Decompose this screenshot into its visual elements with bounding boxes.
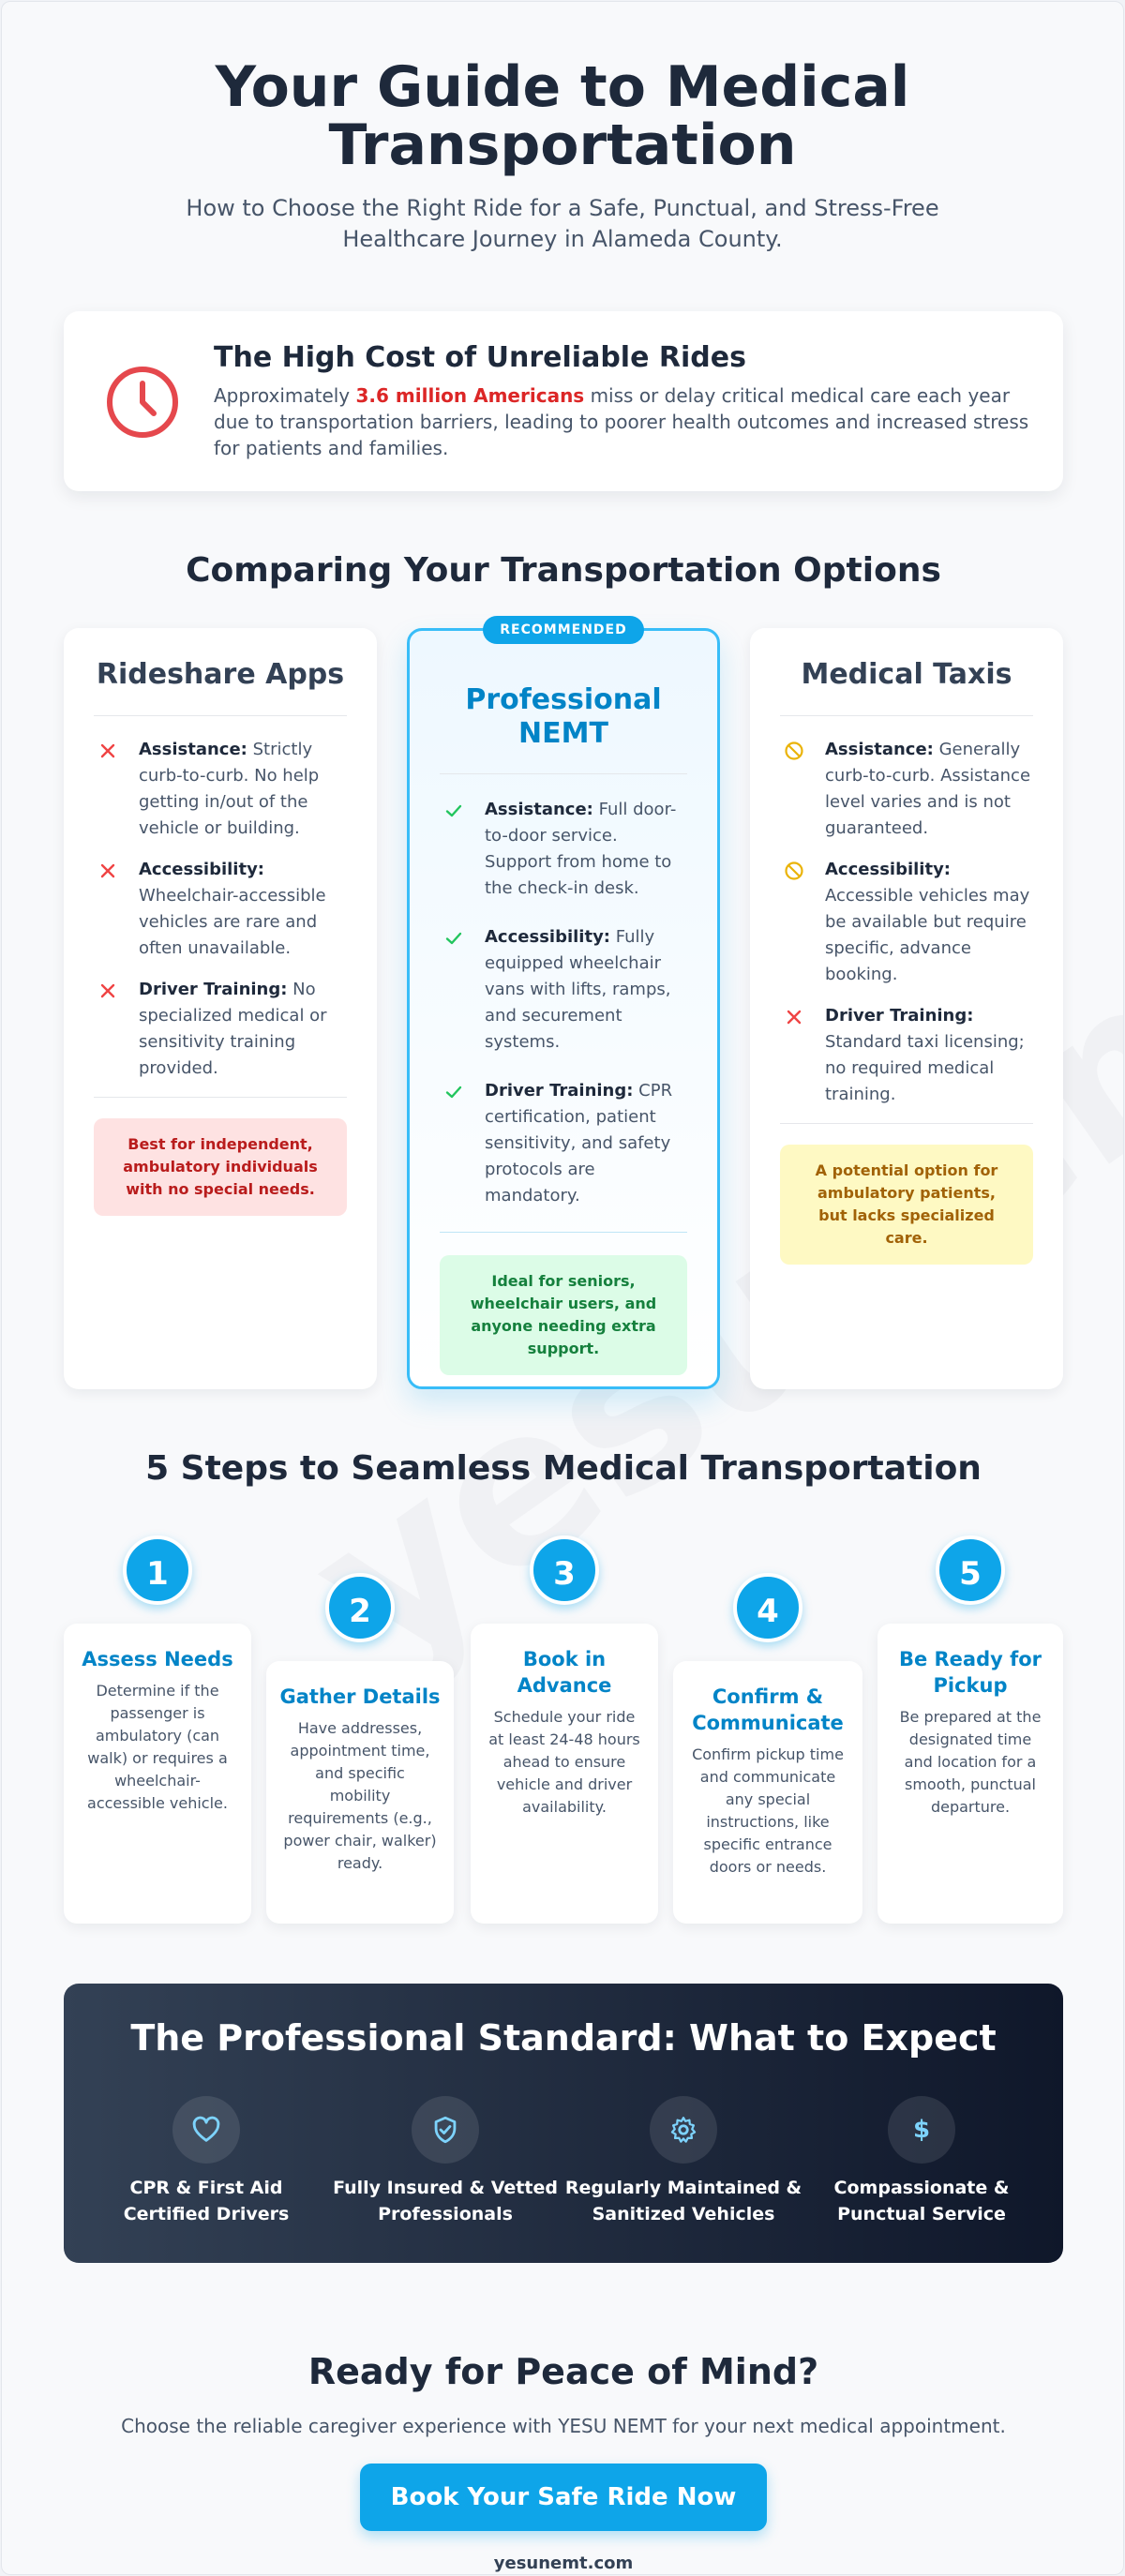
step-number: 4 <box>733 1573 802 1642</box>
check-icon <box>443 928 464 949</box>
check-icon <box>443 801 464 821</box>
step-card-4 <box>673 1661 862 1924</box>
card-item: Accessibility: Wheelchair-accessible vehicles are rare and often unavailable. <box>64 857 377 962</box>
step-card-2 <box>266 1661 454 1924</box>
compare-title: Comparing Your Transportation Options <box>186 551 941 590</box>
card-medical-taxi <box>750 628 1063 1389</box>
card-note: Ideal for seniors, wheelchair users, and anyone needing extra support. <box>440 1255 687 1375</box>
card-nemt <box>407 622 720 1389</box>
feature-item <box>563 2096 803 2227</box>
divider <box>780 715 1033 716</box>
card-item: Assistance: Full door-to-door service. Support from home to the check-in desk. <box>410 797 717 902</box>
clock-icon <box>103 363 182 442</box>
step-text: Schedule your ride at least 24-48 hours ahead to ensure vehicle and driver availability. <box>488 1708 640 1816</box>
step-card-3 <box>471 1624 658 1924</box>
step-number: 1 <box>123 1535 192 1605</box>
cta-subtitle: Choose the reliable caregiver experience with YESU NEMT for your next medical appointment. <box>121 2415 1006 2437</box>
step-text: Determine if the passenger is ambulatory (can walk) or requires a wheelchair-accessible vehicle. <box>87 1682 228 1812</box>
feature-item <box>325 2096 565 2227</box>
card-item: Assistance: Strictly curb-to-curb. No help getting in/out of the vehicle or building. <box>64 737 377 842</box>
divider <box>780 1123 1033 1124</box>
standard-title: The Professional Standard: What to Expect <box>130 2017 997 2059</box>
page-subtitle: How to Choose the Right Ride for a Safe, Punctual, and Stress-Free Healthcare Journey in Alameda County. <box>186 195 939 252</box>
heart-icon <box>172 2096 240 2164</box>
card-title: Rideshare Apps <box>96 658 345 691</box>
dollar-icon: $ <box>888 2096 955 2164</box>
cost-alert-card <box>64 311 1063 491</box>
step-number: 2 <box>325 1573 395 1642</box>
feature-item <box>802 2096 1042 2227</box>
step-card-1 <box>64 1624 251 1924</box>
step-title: Book in Advance <box>517 1648 612 1697</box>
divider <box>440 1232 687 1233</box>
step-title: Assess Needs <box>82 1648 233 1670</box>
steps-title: 5 Steps to Seamless Medical Transportation <box>145 1449 982 1488</box>
card-item: Accessibility: Accessible vehicles may be available but require specific, advance booking. <box>750 857 1063 988</box>
x-icon <box>98 981 118 1001</box>
x-icon <box>98 741 118 761</box>
shield-check-icon <box>412 2096 479 2164</box>
hero <box>2 2 1123 255</box>
card-item: Accessibility: Fully equipped wheelchair vans with lifts, ramps, and securement systems. <box>410 924 717 1056</box>
gear-icon <box>650 2096 717 2164</box>
step-text: Confirm pickup time and communicate any special instructions, like specific entrance doors or needs. <box>692 1745 844 1876</box>
divider <box>440 773 687 774</box>
step-number: 3 <box>530 1535 599 1605</box>
cta-title: Ready for Peace of Mind? <box>308 2351 819 2392</box>
step-number: 5 <box>936 1535 1005 1605</box>
card-note: Best for independent, ambulatory individuals with no special needs. <box>94 1118 347 1216</box>
professional-standard-panel <box>64 1984 1063 2263</box>
feature-label: Compassionate & Punctual Service <box>833 2178 1010 2224</box>
alert-highlight: 3.6 million Americans <box>355 384 585 407</box>
card-item: Driver Training: Standard taxi licensing; no required medical training. <box>750 1003 1063 1108</box>
feature-label: CPR & First Aid Certified Drivers <box>123 2178 290 2224</box>
footer-link[interactable]: yesunemt.com <box>493 2554 634 2573</box>
divider <box>94 715 347 716</box>
page <box>1 1 1124 2575</box>
step-card-5 <box>878 1624 1063 1924</box>
alert-title: The High Cost of Unreliable Rides <box>214 341 746 374</box>
warning-ban-icon <box>784 741 804 761</box>
recommended-badge: RECOMMENDED <box>483 616 644 644</box>
step-title: Confirm & Communicate <box>692 1685 844 1734</box>
step-text: Have addresses, appointment time, and specific mobility requirements (e.g., power chair, walker) ready. <box>283 1719 437 1872</box>
step-title: Be Ready for Pickup <box>898 1648 1042 1697</box>
x-icon <box>784 1007 804 1027</box>
card-title: Professional NEMT <box>465 683 662 750</box>
feature-label: Regularly Maintained & Sanitized Vehicles <box>564 2178 802 2224</box>
check-icon <box>443 1082 464 1102</box>
step-title: Gather Details <box>279 1685 441 1708</box>
page-title: Your Guide to Medical Transportation <box>215 54 910 178</box>
card-rideshare <box>64 628 377 1389</box>
book-ride-button[interactable]: Book Your Safe Ride Now <box>360 2464 767 2531</box>
x-icon <box>98 861 118 881</box>
feature-label: Fully Insured & Vetted Professionals <box>333 2178 558 2224</box>
card-item: Assistance: Generally curb-to-curb. Assistance level varies and is not guaranteed. <box>750 737 1063 842</box>
card-item: Driver Training: CPR certification, patient sensitivity, and safety protocols are mandatory. <box>410 1078 717 1209</box>
alert-text: Approximately 3.6 million Americans miss or delay critical medical care each year due to transportation barriers, leading to poorer health outcomes and increased stress for patients and families. <box>214 384 1029 459</box>
warning-ban-icon <box>784 861 804 881</box>
card-item: Driver Training: No specialized medical or sensitivity training provided. <box>64 977 377 1082</box>
feature-item <box>86 2096 326 2227</box>
step-text: Be prepared at the designated time and location for a smooth, punctual departure. <box>899 1708 1042 1816</box>
card-title: Medical Taxis <box>801 658 1012 691</box>
divider <box>94 1097 347 1098</box>
card-note: A potential option for ambulatory patients, but lacks specialized care. <box>780 1145 1033 1265</box>
